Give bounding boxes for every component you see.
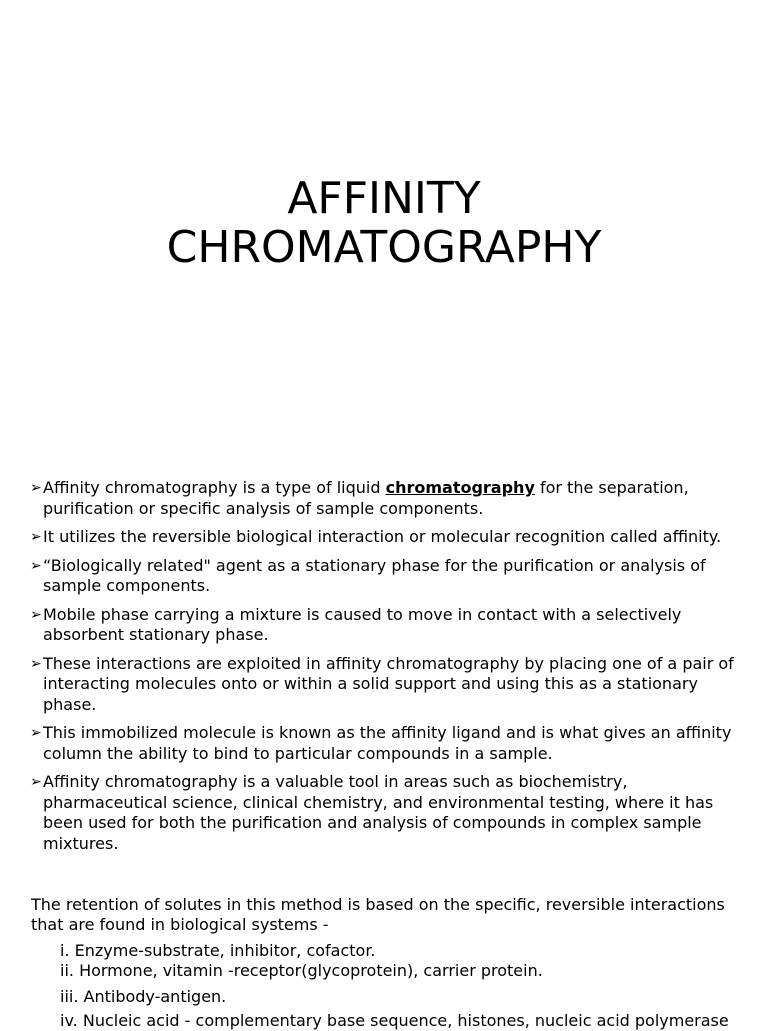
bullet-text-after: for the separation, purification or specific analysis of sample components. — [43, 478, 689, 518]
bullet-item — [30, 723, 742, 764]
bullet-item — [30, 605, 742, 646]
interaction-item: ii. Hormone, vitamin -receptor(glycoprotein), carrier protein. — [60, 961, 543, 980]
bullet-text-before: Affinity chromatography is a type of liquid — [43, 478, 386, 497]
interaction-list — [60, 941, 760, 1031]
bullet-item — [30, 527, 742, 548]
interaction-item: iv. Nucleic acid - complementary base sequence, histones, nucleic acid polymerase — [60, 1011, 729, 1030]
arrow-bullet-icon: ➢ — [30, 606, 42, 623]
arrow-bullet-icon: ➢ — [30, 480, 42, 496]
chromatography-link[interactable]: chromatography — [385, 478, 535, 497]
arrow-bullet-icon: ➢ — [30, 774, 42, 790]
interaction-item: i. Enzyme-substrate, inhibitor, cofactor. — [60, 941, 376, 960]
bullet-text: These interactions are exploited in affinity chromatography by placing one of a pair of interacting molecules onto or within a solid support and using this as a stationary phase. — [43, 653, 734, 714]
arrow-bullet-icon: ➢ — [30, 557, 42, 574]
arrow-bullet-icon: ➢ — [30, 725, 42, 741]
bullet-item — [30, 654, 742, 716]
bullet-list — [30, 478, 742, 862]
bullet-item — [30, 478, 742, 519]
bullet-item — [30, 772, 742, 854]
bullet-text: This immobilized molecule is known as the affinity ligand and is what gives an affinity column the ability to bind to particular compounds in a sample. — [43, 723, 732, 763]
bullet-text: It utilizes the reversible biological interaction or molecular recognition called affinity. — [43, 527, 722, 546]
bullet-item — [30, 556, 742, 597]
bullet-text: Affinity chromatography is a valuable tool in areas such as biochemistry, pharmaceutical science, clinical chemistry, and environmental testing, where it has been used for both the purification and analysis of compounds in complex sample mixtures. — [43, 772, 714, 853]
arrow-bullet-icon: ➢ — [30, 655, 42, 672]
interaction-item: iii. Antibody-antigen. — [60, 987, 227, 1006]
slide-title-line-2: CHROMATOGRAPHY — [166, 222, 602, 273]
slide-title-line-1: AFFINITY — [287, 173, 481, 224]
arrow-bullet-icon: ➢ — [30, 529, 42, 545]
slide-title — [0, 174, 768, 272]
bullet-text: “Biologically related" agent as a stationary phase for the purification or analysis of sample components. — [43, 555, 706, 595]
bullet-text: Mobile phase carrying a mixture is caused to move in contact with a selectively absorbent stationary phase. — [43, 604, 682, 644]
retention-paragraph: The retention of solutes in this method is based on the specific, reversible interactions that are found in biological systems - — [31, 895, 725, 934]
